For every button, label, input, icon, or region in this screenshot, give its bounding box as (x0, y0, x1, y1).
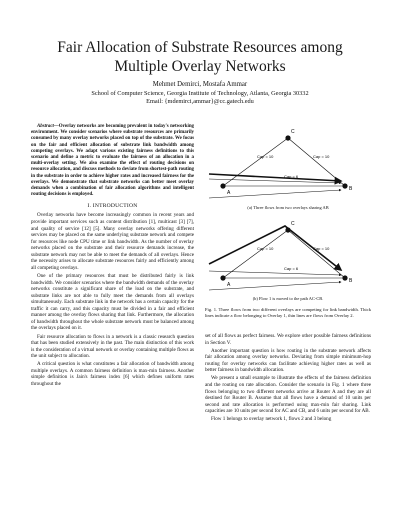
left-column (31, 124, 194, 389)
section-heading-introduction: I. INTRODUCTION (87, 202, 138, 209)
node-c-label-b: C (291, 221, 295, 227)
cap-ab-label-b: Cap = 6 (284, 266, 299, 271)
abstract-lead: Abstract (37, 124, 54, 129)
right-column (205, 333, 371, 424)
email: Email: {mdemirci,ammar}@cc.gatech.edu (146, 98, 254, 106)
intro-paragraph-3: Fair resource allocation to flows in a network is a classic research question that has been studied extensively in the past. The main distinction of this work is the consideration of a virtual network or overlay containing multiple flows as the unit subject to allocation. (31, 333, 194, 360)
cap-ac-label-b: Cap = 10 (257, 246, 274, 251)
right-paragraph-4: Flow 1 belongs to overlay network 1, flows 2 and 3 belong (211, 416, 332, 423)
author-block (0, 81, 400, 107)
abstract-text: —Overlay networks are becoming prevalent in today's networking environment. We consider scenarios where substrate resources are primarily consumed by many overlay networks placed on top of the substrate. We focus on the fair and efficient allocation of substrate link bandwidth among competing overlays. We adapt various existing fairness definitions to this scenario and define a metric to evaluate the fairness of an allocation in a multi-overlay setting. We also examine the effect of routing decisions on resource allocation, and discuss methods to deviate from shortest-path routing in the substrate in order to achieve higher rates and increased fairness for the overlays. We demonstrate that substrate networks can better meet overlay demands when a combination of fair allocation algorithms and intelligent routing decisions is employed. (31, 124, 194, 198)
node-a-b (220, 275, 225, 280)
node-b-label-b: B (349, 278, 353, 284)
title-line-1: Fair Allocation of Substrate Resources among (57, 39, 343, 56)
subcaption-b: (b) Flow 1 is moved to the path AC-CB. (252, 296, 324, 301)
node-a (220, 183, 225, 188)
abstract (31, 124, 194, 198)
node-a-label-b: A (227, 282, 231, 288)
figure-1-caption: Fig. 1. Three flows from two different overlays are competing for link bandwidth. Thick lines indicate a flow belonging to Overlay 1, thin lines are flows from Overlay 2. (205, 307, 371, 318)
cap-ac-label: Cap = 10 (257, 154, 274, 159)
right-paragraph-3: We present a small example to illustrate the effects of the fairness definition and the routing on rate allocation. Consider the scenario in Fig. 1 where three flows belonging to two different networks arrive at Router A and they are all destined for Router B. Assume that all flows have a demand of 10 units per second and rate allocation is performed using max-min fair sharing. Link capacities are 10 units per second for AC and CB, and 6 units per second for AB. (205, 375, 371, 415)
right-paragraph-2: Another important question is how routing in the substrate network affects fair allocation among overlay networks. Deviating from simple minimum-hop routing for overlay networks can facilitate achieving higher rates as well as better fairness in bandwidth allocation. (205, 347, 371, 374)
node-a-label: A (227, 190, 231, 196)
node-b-label: B (349, 186, 353, 192)
title-line-2: Multiple Overlay Networks (114, 58, 286, 75)
intro-paragraph-4: A critical question is what constitutes a fair allocation of bandwidth among multiple overlays. A common fairness definition is max-min fairness. Another simple definition is Jain's fairness index [6] which defines uniform rates throughout the (31, 361, 194, 387)
affiliation: School of Computer Science, Georgia Institute of Technology, Atlanta, Georgia 30332 (91, 89, 309, 97)
intro-paragraph-1: Overlay networks have become increasingly common in recent years and provide important services such as content distribution [1], multicast [3] [7], and quality of service [12] [5]. Many overlay networks offering different services may be placed on the same underlying substrate network and compete for resources like node CPU time or link bandwidth. As the number of overlay networks placed on the substrate and their resource demands increase, the substrate network may not be able to meet the demands of all overlays. Hence the necessity arises to allocate substrate resources fairly and efficiently among all competing overlays. (31, 212, 194, 271)
node-c (285, 135, 290, 140)
right-paragraph-1: set of all flows as perfect fairness. We explore other possible fairness definitions in Section V. (205, 333, 371, 346)
node-b (342, 183, 347, 188)
node-c-b (285, 227, 290, 232)
cap-cb-label-b: Cap = 10 (313, 246, 330, 251)
authors: Mehmet Demirci, Mostafa Ammar (152, 81, 248, 88)
node-b-b (342, 275, 347, 280)
subcaption-a: (a) Three flows from two overlays sharing AB (247, 205, 329, 210)
paper-title (0, 38, 400, 76)
cap-cb-label: Cap = 10 (313, 154, 330, 159)
intro-paragraph-2: One of the primary resources that must be distributed fairly is link bandwidth. We consider scenarios where the bandwidth demands of the overlay networks constitute a significant share of the load on the substrate, and substrate links are not able to fully meet the demands from all overlays simultaneously. Each substrate link in the network has a certain capacity for the traffic it can carry, and this capacity must be divided in a fair and efficient manner among the overlay flows sharing that link. Furthermore, the allocation of bandwidth throughout the whole substrate network must be balanced among the overlays placed on it. (31, 273, 194, 332)
cap-ab-label: Cap = 6 (284, 174, 299, 179)
figure-1a-network (205, 124, 371, 204)
node-c-label: C (291, 129, 295, 135)
figure-1b-network (205, 216, 371, 296)
